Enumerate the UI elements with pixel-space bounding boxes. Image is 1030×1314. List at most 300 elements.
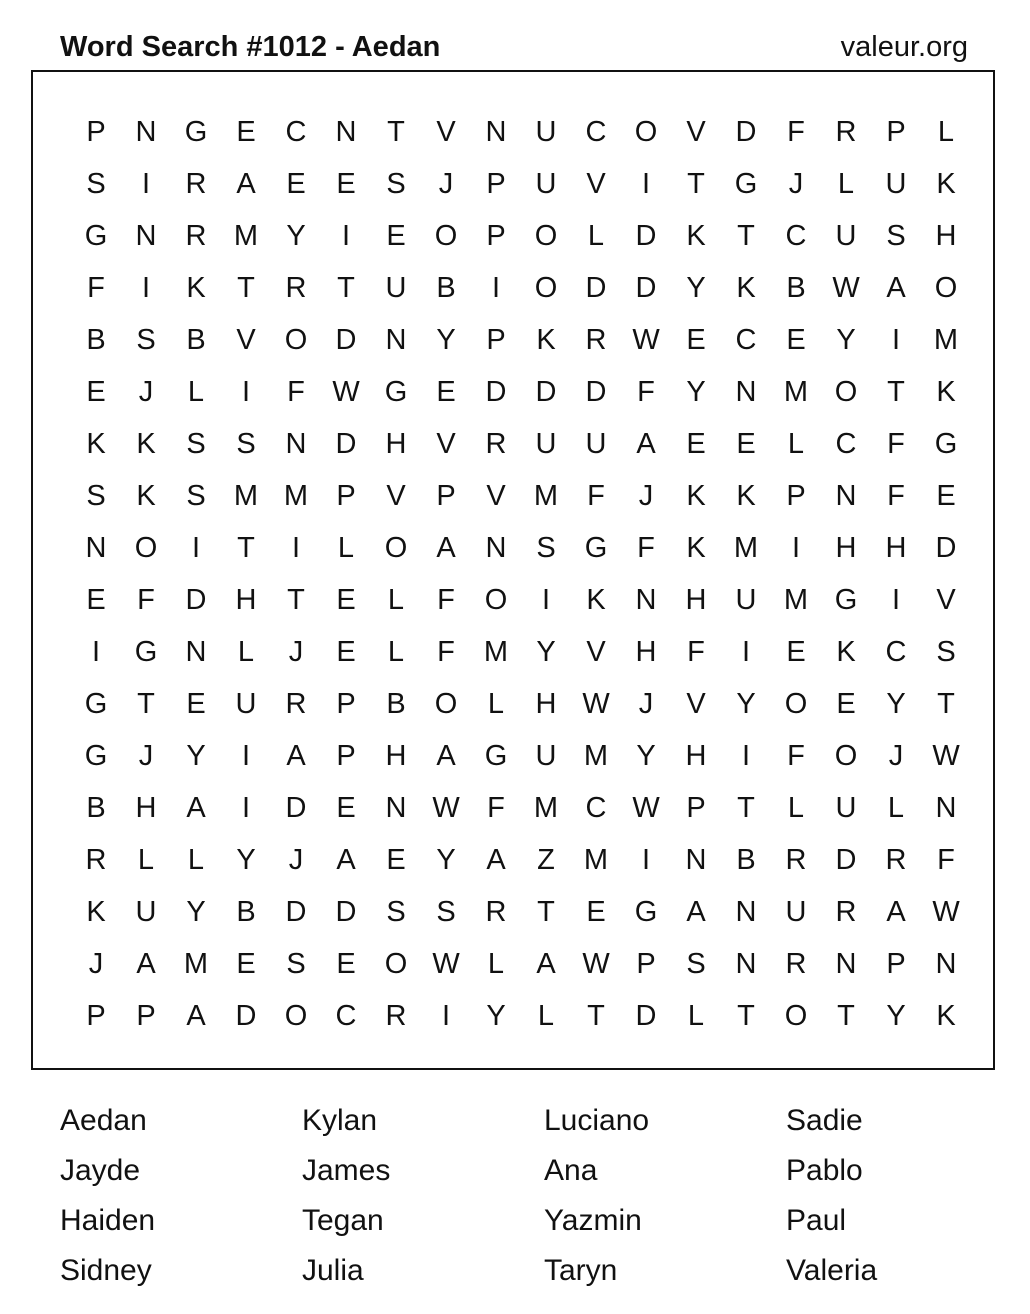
grid-cell[interactable]: J bbox=[638, 688, 654, 720]
grid-cell[interactable]: A bbox=[336, 844, 356, 876]
grid-cell[interactable]: E bbox=[336, 584, 356, 616]
grid-cell[interactable]: N bbox=[285, 428, 307, 460]
grid-cell[interactable]: I bbox=[541, 584, 551, 616]
grid-cell[interactable]: A bbox=[186, 792, 206, 824]
grid-cell[interactable]: C bbox=[785, 220, 807, 252]
grid-cell[interactable]: Z bbox=[537, 844, 555, 876]
grid-cell[interactable]: S bbox=[186, 480, 206, 512]
grid-cell[interactable]: P bbox=[786, 480, 806, 512]
grid-cell[interactable]: D bbox=[285, 896, 307, 928]
grid-cell[interactable]: N bbox=[485, 532, 507, 564]
grid-cell[interactable]: Y bbox=[886, 1000, 906, 1032]
grid-cell[interactable]: I bbox=[791, 532, 801, 564]
grid-cell[interactable]: E bbox=[236, 948, 256, 980]
grid-cell[interactable]: U bbox=[785, 896, 807, 928]
grid-cell[interactable]: I bbox=[491, 272, 501, 304]
grid-cell[interactable]: T bbox=[887, 376, 905, 408]
grid-cell[interactable]: E bbox=[336, 948, 356, 980]
grid-cell[interactable]: H bbox=[935, 220, 957, 252]
grid-cell[interactable]: D bbox=[535, 376, 557, 408]
grid-cell[interactable]: G bbox=[134, 636, 158, 668]
grid-cell[interactable]: K bbox=[536, 324, 556, 356]
grid-cell[interactable]: S bbox=[686, 948, 706, 980]
grid-cell[interactable]: Y bbox=[536, 636, 556, 668]
grid-cell[interactable]: S bbox=[936, 636, 956, 668]
grid-cell[interactable]: I bbox=[641, 168, 651, 200]
grid-cell[interactable]: U bbox=[385, 272, 407, 304]
grid-cell[interactable]: A bbox=[486, 844, 506, 876]
grid-cell[interactable]: S bbox=[136, 324, 156, 356]
grid-cell[interactable]: E bbox=[736, 428, 756, 460]
grid-cell[interactable]: T bbox=[137, 688, 155, 720]
grid-cell[interactable]: C bbox=[585, 792, 607, 824]
grid-cell[interactable]: E bbox=[686, 428, 706, 460]
grid-cell[interactable]: J bbox=[288, 636, 304, 668]
grid-cell[interactable]: F bbox=[887, 428, 905, 460]
grid-cell[interactable]: E bbox=[186, 688, 206, 720]
grid-cell[interactable]: R bbox=[285, 272, 307, 304]
grid-cell[interactable]: U bbox=[585, 428, 607, 460]
grid-cell[interactable]: T bbox=[737, 792, 755, 824]
grid-cell[interactable]: L bbox=[537, 1000, 555, 1032]
grid-cell[interactable]: W bbox=[582, 948, 610, 980]
grid-cell[interactable]: J bbox=[638, 480, 654, 512]
grid-cell[interactable]: I bbox=[891, 584, 901, 616]
grid-cell[interactable]: E bbox=[686, 324, 706, 356]
grid-cell[interactable]: F bbox=[137, 584, 155, 616]
grid-cell[interactable]: R bbox=[785, 844, 807, 876]
grid-cell[interactable]: N bbox=[135, 116, 157, 148]
grid-cell[interactable]: M bbox=[183, 948, 209, 980]
grid-cell[interactable]: M bbox=[783, 376, 809, 408]
grid-cell[interactable]: F bbox=[787, 116, 805, 148]
grid-cell[interactable]: B bbox=[786, 272, 806, 304]
grid-cell[interactable]: G bbox=[484, 740, 508, 772]
grid-cell[interactable]: W bbox=[932, 896, 960, 928]
grid-cell[interactable]: G bbox=[84, 688, 108, 720]
grid-cell[interactable]: N bbox=[735, 896, 757, 928]
grid-cell[interactable]: T bbox=[537, 896, 555, 928]
grid-cell[interactable]: Y bbox=[686, 376, 706, 408]
grid-cell[interactable]: G bbox=[384, 376, 408, 408]
grid-cell[interactable]: A bbox=[686, 896, 706, 928]
grid-cell[interactable]: P bbox=[136, 1000, 156, 1032]
grid-cell[interactable]: P bbox=[336, 688, 356, 720]
grid-cell[interactable]: I bbox=[241, 792, 251, 824]
grid-cell[interactable]: Y bbox=[236, 844, 256, 876]
grid-cell[interactable]: S bbox=[386, 168, 406, 200]
grid-cell[interactable]: N bbox=[385, 324, 407, 356]
grid-cell[interactable]: V bbox=[586, 168, 606, 200]
grid-cell[interactable]: F bbox=[687, 636, 705, 668]
grid-cell[interactable]: E bbox=[236, 116, 256, 148]
grid-cell[interactable]: O bbox=[284, 1000, 308, 1032]
grid-cell[interactable]: H bbox=[235, 584, 257, 616]
grid-cell[interactable]: B bbox=[736, 844, 756, 876]
grid-cell[interactable]: B bbox=[186, 324, 206, 356]
grid-cell[interactable]: E bbox=[336, 636, 356, 668]
grid-cell[interactable]: Y bbox=[186, 740, 206, 772]
grid-cell[interactable]: G bbox=[734, 168, 758, 200]
grid-cell[interactable]: S bbox=[436, 896, 456, 928]
grid-cell[interactable]: K bbox=[686, 220, 706, 252]
grid-cell[interactable]: N bbox=[835, 948, 857, 980]
grid-cell[interactable]: Y bbox=[486, 1000, 506, 1032]
grid-cell[interactable]: F bbox=[437, 636, 455, 668]
grid-cell[interactable]: N bbox=[735, 376, 757, 408]
grid-cell[interactable]: H bbox=[685, 584, 707, 616]
grid-cell[interactable]: S bbox=[86, 480, 106, 512]
grid-cell[interactable]: Y bbox=[686, 272, 706, 304]
grid-cell[interactable]: K bbox=[136, 428, 156, 460]
grid-cell[interactable]: V bbox=[386, 480, 406, 512]
grid-cell[interactable]: M bbox=[233, 480, 259, 512]
grid-cell[interactable]: I bbox=[891, 324, 901, 356]
grid-cell[interactable]: S bbox=[236, 428, 256, 460]
grid-cell[interactable]: U bbox=[735, 584, 757, 616]
grid-cell[interactable]: K bbox=[936, 168, 956, 200]
grid-cell[interactable]: R bbox=[485, 428, 507, 460]
grid-cell[interactable]: V bbox=[486, 480, 506, 512]
grid-cell[interactable]: C bbox=[835, 428, 857, 460]
grid-cell[interactable]: U bbox=[835, 220, 857, 252]
grid-cell[interactable]: T bbox=[237, 272, 255, 304]
grid-cell[interactable]: R bbox=[785, 948, 807, 980]
grid-cell[interactable]: Y bbox=[436, 844, 456, 876]
grid-cell[interactable]: L bbox=[137, 844, 155, 876]
grid-cell[interactable]: J bbox=[88, 948, 104, 980]
grid-cell[interactable]: D bbox=[635, 220, 657, 252]
grid-cell[interactable]: F bbox=[787, 740, 805, 772]
grid-cell[interactable]: S bbox=[536, 532, 556, 564]
grid-cell[interactable]: A bbox=[136, 948, 156, 980]
grid-cell[interactable]: O bbox=[484, 584, 508, 616]
grid-cell[interactable]: G bbox=[584, 532, 608, 564]
grid-cell[interactable]: U bbox=[535, 116, 557, 148]
grid-cell[interactable]: M bbox=[583, 844, 609, 876]
grid-cell[interactable]: E bbox=[586, 896, 606, 928]
grid-cell[interactable]: B bbox=[386, 688, 406, 720]
grid-cell[interactable]: P bbox=[86, 1000, 106, 1032]
grid-cell[interactable]: R bbox=[185, 168, 207, 200]
grid-cell[interactable]: K bbox=[936, 1000, 956, 1032]
grid-cell[interactable]: E bbox=[336, 168, 356, 200]
grid-cell[interactable]: O bbox=[634, 116, 658, 148]
grid-cell[interactable]: T bbox=[737, 220, 755, 252]
grid-cell[interactable]: U bbox=[835, 792, 857, 824]
grid-cell[interactable]: F bbox=[887, 480, 905, 512]
grid-cell[interactable]: R bbox=[885, 844, 907, 876]
grid-cell[interactable]: T bbox=[937, 688, 955, 720]
grid-cell[interactable]: H bbox=[635, 636, 657, 668]
grid-cell[interactable]: W bbox=[582, 688, 610, 720]
grid-cell[interactable]: P bbox=[486, 168, 506, 200]
grid-cell[interactable]: L bbox=[587, 220, 605, 252]
grid-cell[interactable]: I bbox=[141, 272, 151, 304]
grid-cell[interactable]: T bbox=[737, 1000, 755, 1032]
grid-cell[interactable]: L bbox=[787, 428, 805, 460]
grid-cell[interactable]: L bbox=[937, 116, 955, 148]
grid-cell[interactable]: P bbox=[336, 480, 356, 512]
grid-cell[interactable]: G bbox=[84, 220, 108, 252]
grid-cell[interactable]: H bbox=[835, 532, 857, 564]
grid-cell[interactable]: D bbox=[335, 428, 357, 460]
grid-cell[interactable]: F bbox=[437, 584, 455, 616]
grid-cell[interactable]: F bbox=[587, 480, 605, 512]
grid-cell[interactable]: K bbox=[186, 272, 206, 304]
grid-cell[interactable]: D bbox=[735, 116, 757, 148]
grid-cell[interactable]: U bbox=[535, 168, 557, 200]
grid-cell[interactable]: W bbox=[332, 376, 360, 408]
grid-cell[interactable]: K bbox=[586, 584, 606, 616]
grid-cell[interactable]: F bbox=[637, 532, 655, 564]
grid-cell[interactable]: A bbox=[886, 272, 906, 304]
grid-cell[interactable]: M bbox=[933, 324, 959, 356]
grid-cell[interactable]: Y bbox=[836, 324, 856, 356]
grid-cell[interactable]: W bbox=[932, 740, 960, 772]
grid-cell[interactable]: R bbox=[485, 896, 507, 928]
grid-cell[interactable]: H bbox=[685, 740, 707, 772]
grid-cell[interactable]: U bbox=[885, 168, 907, 200]
grid-cell[interactable]: C bbox=[285, 116, 307, 148]
grid-cell[interactable]: T bbox=[237, 532, 255, 564]
grid-cell[interactable]: L bbox=[687, 1000, 705, 1032]
grid-cell[interactable]: E bbox=[836, 688, 856, 720]
grid-cell[interactable]: Y bbox=[286, 220, 306, 252]
grid-cell[interactable]: U bbox=[535, 428, 557, 460]
grid-cell[interactable]: R bbox=[285, 688, 307, 720]
grid-cell[interactable]: I bbox=[241, 376, 251, 408]
grid-cell[interactable]: D bbox=[935, 532, 957, 564]
grid-cell[interactable]: O bbox=[784, 1000, 808, 1032]
grid-cell[interactable]: G bbox=[84, 740, 108, 772]
grid-cell[interactable]: E bbox=[786, 636, 806, 668]
grid-cell[interactable]: R bbox=[85, 844, 107, 876]
grid-cell[interactable]: K bbox=[86, 428, 106, 460]
grid-cell[interactable]: N bbox=[835, 480, 857, 512]
grid-cell[interactable]: I bbox=[291, 532, 301, 564]
grid-cell[interactable]: K bbox=[736, 480, 756, 512]
grid-cell[interactable]: G bbox=[934, 428, 958, 460]
grid-cell[interactable]: E bbox=[386, 220, 406, 252]
grid-cell[interactable]: I bbox=[341, 220, 351, 252]
grid-cell[interactable]: K bbox=[836, 636, 856, 668]
grid-cell[interactable]: O bbox=[834, 376, 858, 408]
grid-cell[interactable]: A bbox=[186, 1000, 206, 1032]
grid-cell[interactable]: D bbox=[635, 272, 657, 304]
grid-cell[interactable]: N bbox=[185, 636, 207, 668]
grid-cell[interactable]: B bbox=[436, 272, 456, 304]
grid-cell[interactable]: M bbox=[533, 480, 559, 512]
grid-cell[interactable]: H bbox=[135, 792, 157, 824]
grid-cell[interactable]: K bbox=[136, 480, 156, 512]
grid-cell[interactable]: S bbox=[86, 168, 106, 200]
grid-cell[interactable]: S bbox=[386, 896, 406, 928]
grid-cell[interactable]: M bbox=[283, 480, 309, 512]
grid-cell[interactable]: V bbox=[236, 324, 256, 356]
grid-cell[interactable]: P bbox=[336, 740, 356, 772]
grid-cell[interactable]: N bbox=[85, 532, 107, 564]
grid-cell[interactable]: U bbox=[135, 896, 157, 928]
grid-cell[interactable]: P bbox=[886, 116, 906, 148]
grid-cell[interactable]: B bbox=[236, 896, 256, 928]
grid-cell[interactable]: V bbox=[936, 584, 956, 616]
grid-cell[interactable]: J bbox=[888, 740, 904, 772]
grid-cell[interactable]: E bbox=[786, 324, 806, 356]
grid-cell[interactable]: T bbox=[287, 584, 305, 616]
grid-cell[interactable]: B bbox=[86, 792, 106, 824]
grid-cell[interactable]: N bbox=[385, 792, 407, 824]
grid-cell[interactable]: R bbox=[835, 896, 857, 928]
grid-cell[interactable]: M bbox=[733, 532, 759, 564]
grid-cell[interactable]: T bbox=[387, 116, 405, 148]
grid-cell[interactable]: Y bbox=[636, 740, 656, 772]
grid-cell[interactable]: E bbox=[436, 376, 456, 408]
grid-cell[interactable]: F bbox=[87, 272, 105, 304]
grid-cell[interactable]: R bbox=[835, 116, 857, 148]
grid-cell[interactable]: J bbox=[788, 168, 804, 200]
grid-cell[interactable]: H bbox=[535, 688, 557, 720]
grid-cell[interactable]: T bbox=[337, 272, 355, 304]
grid-cell[interactable]: O bbox=[384, 532, 408, 564]
grid-cell[interactable]: D bbox=[585, 376, 607, 408]
grid-cell[interactable]: U bbox=[535, 740, 557, 772]
grid-cell[interactable]: L bbox=[237, 636, 255, 668]
grid-cell[interactable]: P bbox=[886, 948, 906, 980]
grid-cell[interactable]: D bbox=[835, 844, 857, 876]
grid-cell[interactable]: V bbox=[686, 116, 706, 148]
grid-cell[interactable]: A bbox=[886, 896, 906, 928]
grid-cell[interactable]: L bbox=[187, 844, 205, 876]
grid-cell[interactable]: O bbox=[284, 324, 308, 356]
grid-cell[interactable]: R bbox=[385, 1000, 407, 1032]
grid-cell[interactable]: A bbox=[286, 740, 306, 772]
grid-cell[interactable]: A bbox=[636, 428, 656, 460]
grid-cell[interactable]: C bbox=[885, 636, 907, 668]
grid-cell[interactable]: F bbox=[637, 376, 655, 408]
grid-cell[interactable]: P bbox=[436, 480, 456, 512]
grid-cell[interactable]: U bbox=[235, 688, 257, 720]
grid-cell[interactable]: L bbox=[887, 792, 905, 824]
grid-cell[interactable]: V bbox=[586, 636, 606, 668]
grid-cell[interactable]: K bbox=[936, 376, 956, 408]
grid-cell[interactable]: I bbox=[441, 1000, 451, 1032]
grid-cell[interactable]: D bbox=[635, 1000, 657, 1032]
grid-cell[interactable]: K bbox=[86, 896, 106, 928]
grid-cell[interactable]: A bbox=[436, 532, 456, 564]
grid-cell[interactable]: N bbox=[935, 792, 957, 824]
grid-cell[interactable]: D bbox=[235, 1000, 257, 1032]
grid-cell[interactable]: M bbox=[483, 636, 509, 668]
grid-cell[interactable]: T bbox=[687, 168, 705, 200]
grid-cell[interactable]: C bbox=[585, 116, 607, 148]
grid-cell[interactable]: H bbox=[885, 532, 907, 564]
grid-cell[interactable]: O bbox=[934, 272, 958, 304]
grid-cell[interactable]: O bbox=[434, 220, 458, 252]
grid-cell[interactable]: L bbox=[837, 168, 855, 200]
grid-cell[interactable]: K bbox=[686, 480, 706, 512]
grid-cell[interactable]: S bbox=[286, 948, 306, 980]
grid-cell[interactable]: Y bbox=[736, 688, 756, 720]
grid-cell[interactable]: M bbox=[533, 792, 559, 824]
grid-cell[interactable]: T bbox=[837, 1000, 855, 1032]
grid-cell[interactable]: N bbox=[135, 220, 157, 252]
grid-cell[interactable]: J bbox=[288, 844, 304, 876]
grid-cell[interactable]: A bbox=[436, 740, 456, 772]
grid-cell[interactable]: S bbox=[186, 428, 206, 460]
grid-cell[interactable]: N bbox=[335, 116, 357, 148]
grid-cell[interactable]: P bbox=[86, 116, 106, 148]
grid-cell[interactable]: L bbox=[387, 636, 405, 668]
grid-cell[interactable]: Y bbox=[186, 896, 206, 928]
grid-cell[interactable]: P bbox=[686, 792, 706, 824]
grid-cell[interactable]: J bbox=[138, 376, 154, 408]
grid-cell[interactable]: R bbox=[585, 324, 607, 356]
grid-cell[interactable]: O bbox=[434, 688, 458, 720]
grid-cell[interactable]: J bbox=[138, 740, 154, 772]
grid-cell[interactable]: W bbox=[432, 792, 460, 824]
grid-cell[interactable]: P bbox=[486, 220, 506, 252]
grid-cell[interactable]: V bbox=[686, 688, 706, 720]
grid-cell[interactable]: E bbox=[386, 844, 406, 876]
grid-cell[interactable]: R bbox=[185, 220, 207, 252]
grid-cell[interactable]: O bbox=[534, 220, 558, 252]
grid-cell[interactable]: K bbox=[686, 532, 706, 564]
grid-cell[interactable]: N bbox=[485, 116, 507, 148]
grid-cell[interactable]: F bbox=[287, 376, 305, 408]
grid-cell[interactable]: N bbox=[685, 844, 707, 876]
grid-cell[interactable]: F bbox=[487, 792, 505, 824]
grid-cell[interactable]: H bbox=[385, 428, 407, 460]
grid-cell[interactable]: L bbox=[387, 584, 405, 616]
grid-cell[interactable]: D bbox=[585, 272, 607, 304]
grid-cell[interactable]: C bbox=[335, 1000, 357, 1032]
grid-cell[interactable]: M bbox=[783, 584, 809, 616]
grid-cell[interactable]: G bbox=[184, 116, 208, 148]
grid-cell[interactable]: A bbox=[236, 168, 256, 200]
grid-cell[interactable]: L bbox=[487, 688, 505, 720]
grid-cell[interactable]: Y bbox=[436, 324, 456, 356]
grid-cell[interactable]: P bbox=[636, 948, 656, 980]
grid-cell[interactable]: V bbox=[436, 116, 456, 148]
grid-cell[interactable]: E bbox=[86, 376, 106, 408]
grid-cell[interactable]: Y bbox=[886, 688, 906, 720]
grid-cell[interactable]: O bbox=[534, 272, 558, 304]
grid-cell[interactable]: I bbox=[141, 168, 151, 200]
grid-cell[interactable]: J bbox=[438, 168, 454, 200]
grid-cell[interactable]: P bbox=[486, 324, 506, 356]
grid-cell[interactable]: L bbox=[187, 376, 205, 408]
grid-cell[interactable]: D bbox=[335, 896, 357, 928]
grid-cell[interactable]: G bbox=[834, 584, 858, 616]
grid-cell[interactable]: M bbox=[233, 220, 259, 252]
grid-cell[interactable]: I bbox=[241, 740, 251, 772]
grid-cell[interactable]: C bbox=[735, 324, 757, 356]
grid-cell[interactable]: K bbox=[736, 272, 756, 304]
grid-cell[interactable]: H bbox=[385, 740, 407, 772]
grid-cell[interactable]: T bbox=[587, 1000, 605, 1032]
grid-cell[interactable]: B bbox=[86, 324, 106, 356]
grid-cell[interactable]: I bbox=[741, 636, 751, 668]
grid-cell[interactable]: M bbox=[583, 740, 609, 772]
grid-cell[interactable]: W bbox=[832, 272, 860, 304]
grid-cell[interactable]: I bbox=[191, 532, 201, 564]
grid-cell[interactable]: D bbox=[285, 792, 307, 824]
grid-cell[interactable]: I bbox=[91, 636, 101, 668]
grid-cell[interactable]: O bbox=[784, 688, 808, 720]
grid-cell[interactable]: E bbox=[286, 168, 306, 200]
grid-cell[interactable]: N bbox=[735, 948, 757, 980]
